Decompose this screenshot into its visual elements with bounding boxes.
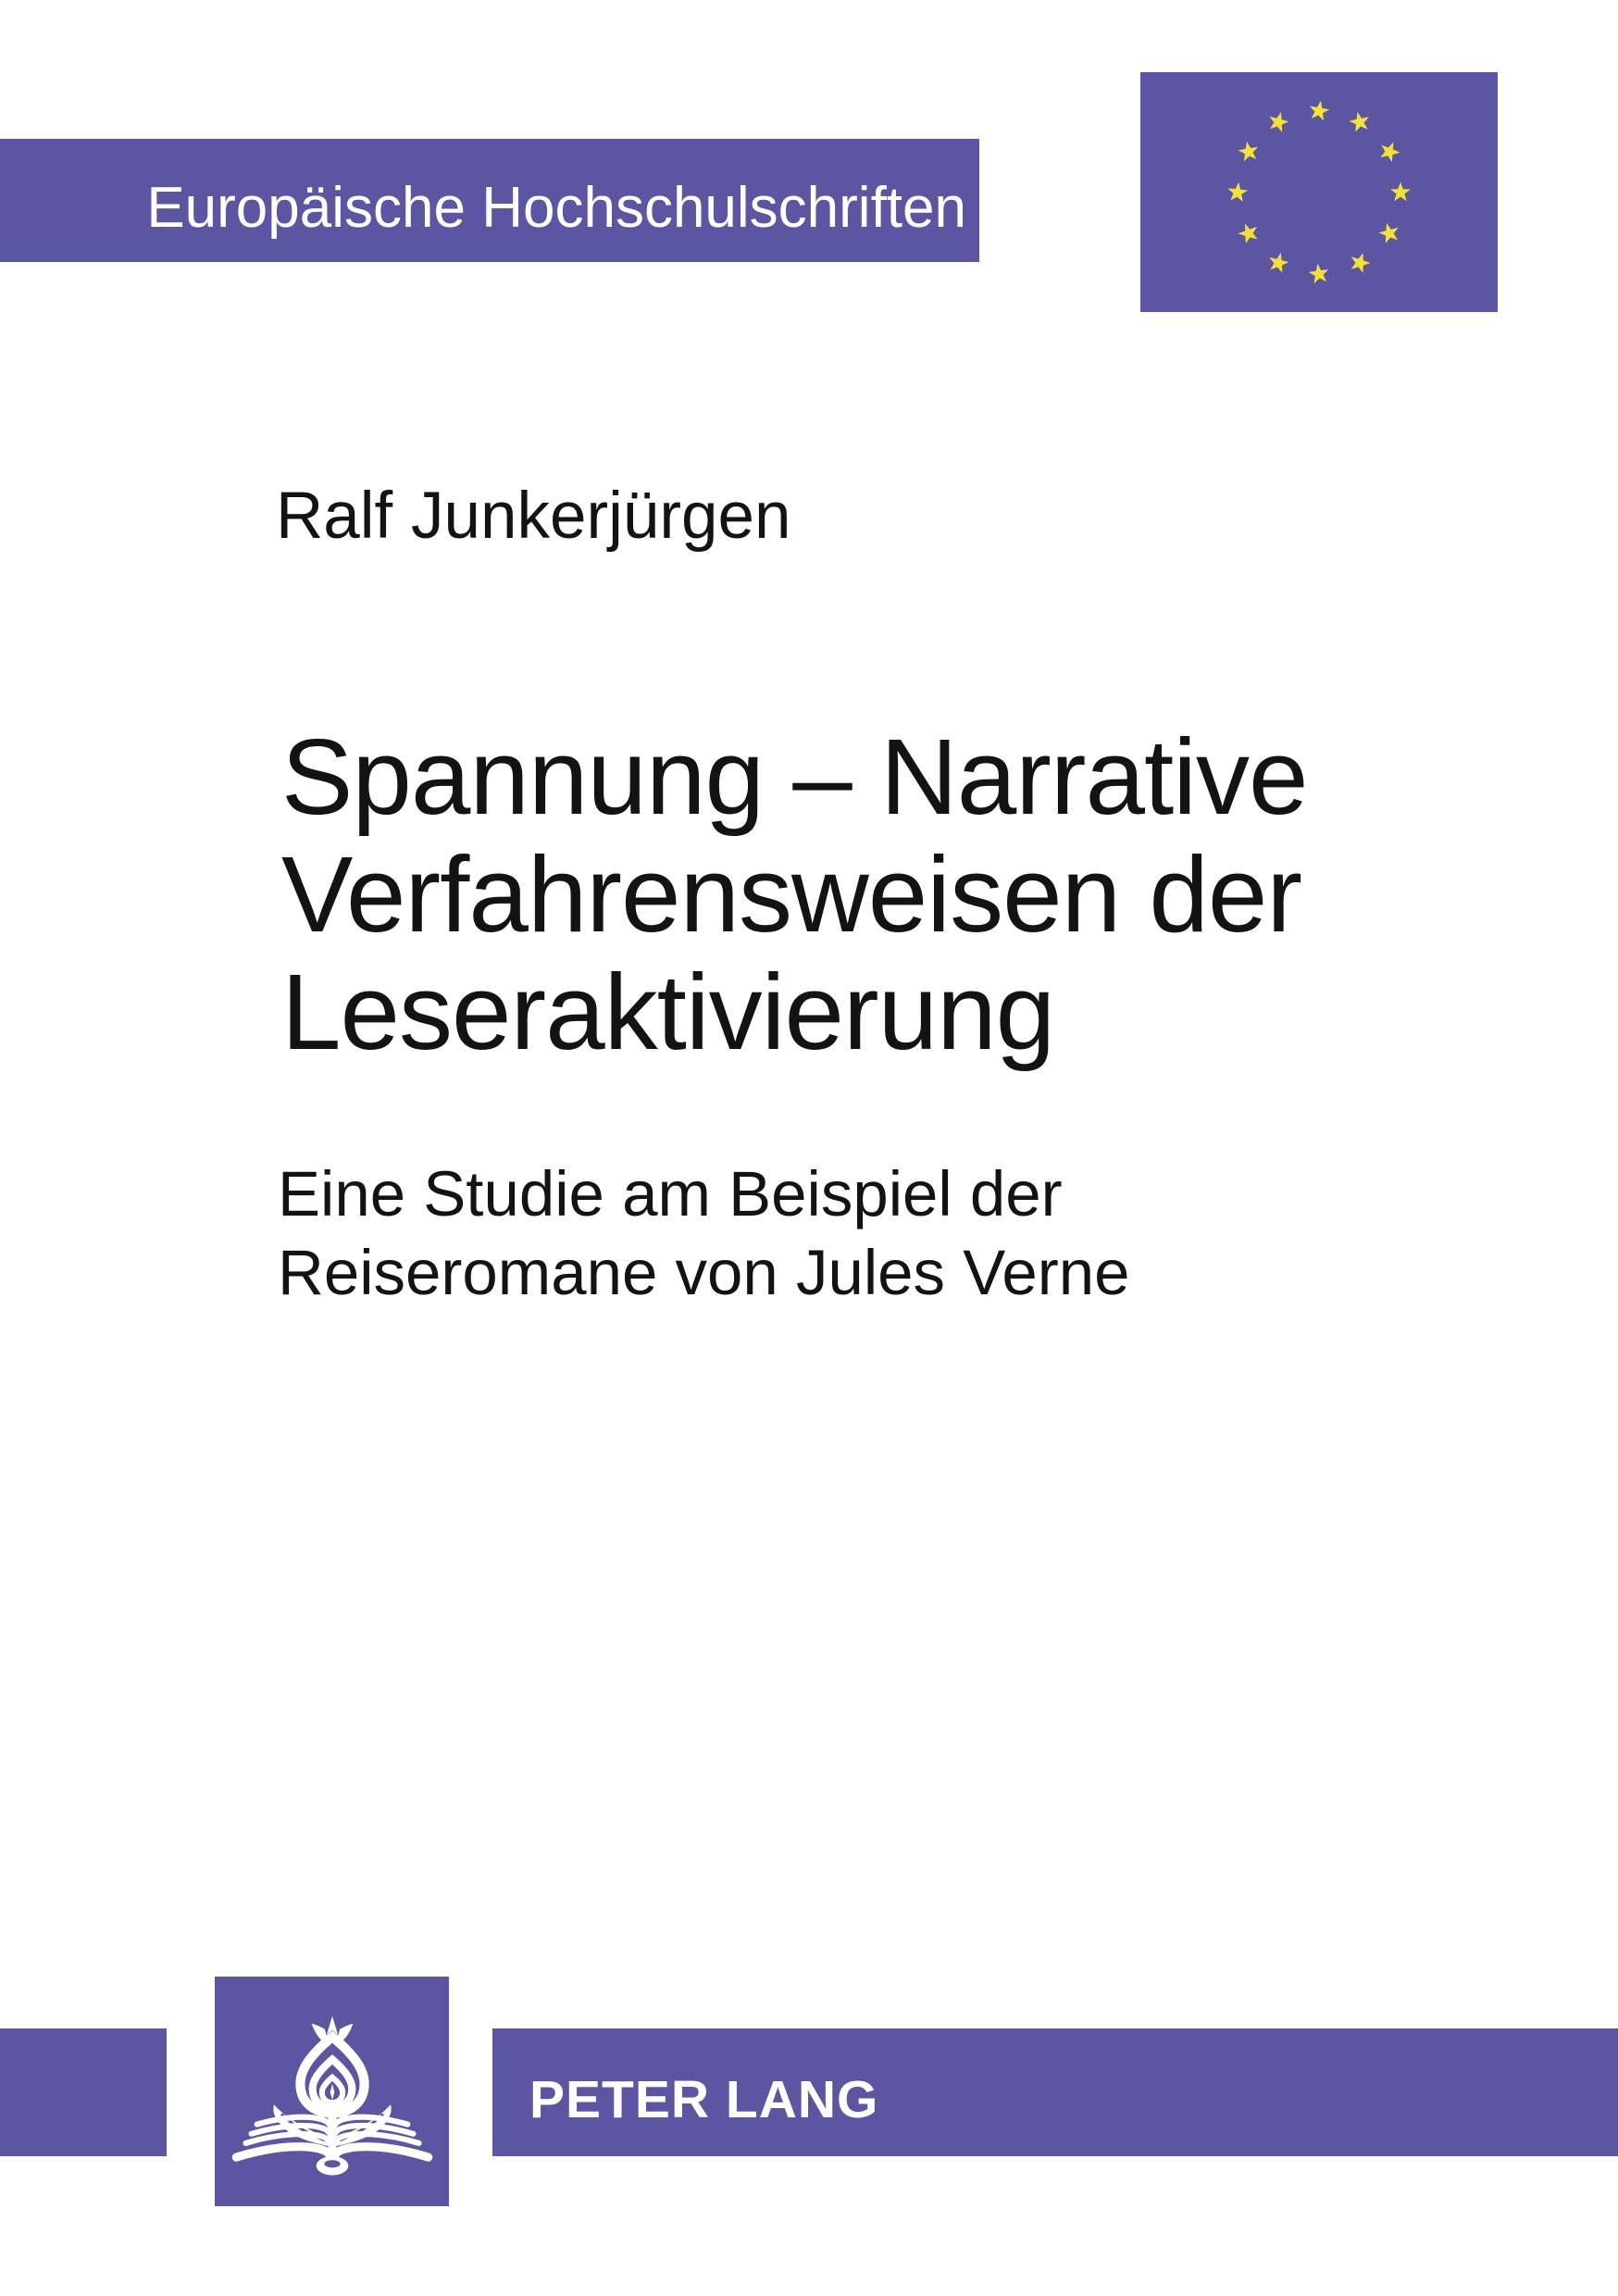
publisher-logo — [215, 1977, 449, 2206]
series-title: Europäische Hochschulschriften — [146, 176, 966, 240]
book-title-line-1: Spannung – Narrative — [281, 717, 1308, 837]
tulip-book-icon — [219, 1978, 445, 2204]
eu-flag — [1140, 72, 1498, 312]
publisher-banner — [492, 2028, 1618, 2156]
book-title — [281, 718, 1308, 1071]
book-title-line-3: Leseraktivierung — [281, 952, 1055, 1072]
book-title-line-2: Verfahrensweisen der — [281, 834, 1301, 955]
publisher-name: PETER LANG — [529, 2070, 879, 2129]
author-name: Ralf Junkerjürgen — [276, 480, 791, 553]
book-subtitle — [278, 1154, 1130, 1312]
bottom-stripe-left — [0, 2028, 167, 2156]
eu-stars-icon — [1140, 72, 1498, 312]
book-subtitle-line-2: Reiseromane von Jules Verne — [278, 1237, 1130, 1308]
series-banner — [0, 139, 979, 262]
book-subtitle-line-1: Eine Studie am Beispiel der — [278, 1158, 1063, 1229]
